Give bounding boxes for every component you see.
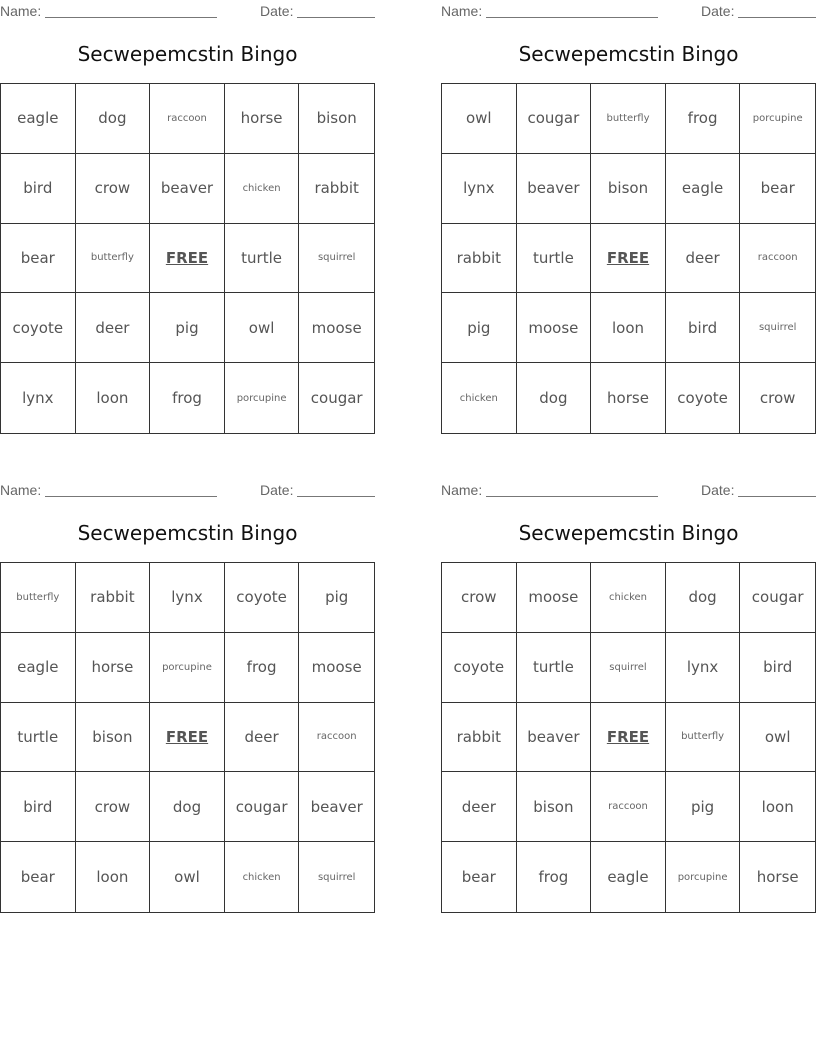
bingo-cell: bird	[1, 154, 76, 224]
name-date-row	[441, 0, 816, 22]
free-space: FREE	[150, 703, 225, 773]
bingo-cell: raccoon	[299, 703, 374, 773]
bingo-cell: turtle	[517, 224, 592, 294]
bingo-grid	[0, 83, 375, 434]
bingo-cell: eagle	[1, 633, 76, 703]
name-label: Name:	[441, 482, 483, 498]
bingo-cell: squirrel	[591, 633, 666, 703]
bingo-cell: loon	[591, 293, 666, 363]
bingo-cell: chicken	[591, 563, 666, 633]
bingo-cell: owl	[740, 703, 815, 773]
bingo-cell: rabbit	[299, 154, 374, 224]
bingo-cell: dog	[666, 563, 741, 633]
free-space: FREE	[591, 703, 666, 773]
free-space: FREE	[150, 224, 225, 294]
bingo-cell: deer	[666, 224, 741, 294]
name-date-row	[0, 0, 375, 22]
bingo-cell: loon	[76, 842, 151, 912]
bingo-cell: crow	[442, 563, 517, 633]
name-date-row	[441, 479, 816, 501]
card-title: Secwepemcstin Bingo	[77, 521, 298, 545]
bingo-cell: coyote	[225, 563, 300, 633]
bingo-cell: lynx	[150, 563, 225, 633]
bingo-cell: lynx	[1, 363, 76, 433]
bingo-cell: horse	[225, 84, 300, 154]
date-line	[738, 17, 816, 18]
bingo-cell: loon	[76, 363, 151, 433]
bingo-cell: bear	[740, 154, 815, 224]
bingo-cell: beaver	[517, 703, 592, 773]
bingo-cell: raccoon	[591, 772, 666, 842]
name-label: Name:	[0, 3, 42, 19]
bingo-cell: crow	[76, 154, 151, 224]
bingo-cell: turtle	[1, 703, 76, 773]
bingo-cell: moose	[299, 633, 374, 703]
date-line	[297, 17, 375, 18]
bingo-cell: frog	[225, 633, 300, 703]
bingo-cell: cougar	[740, 563, 815, 633]
bingo-cell: coyote	[666, 363, 741, 433]
bingo-grid	[441, 83, 816, 434]
bingo-cell: pig	[299, 563, 374, 633]
bingo-cell: dog	[517, 363, 592, 433]
name-line	[45, 17, 217, 18]
bingo-cell: squirrel	[299, 224, 374, 294]
bingo-cell: frog	[666, 84, 741, 154]
bingo-cell: moose	[299, 293, 374, 363]
bingo-cell: coyote	[1, 293, 76, 363]
bingo-cell: owl	[150, 842, 225, 912]
bingo-cell: bison	[591, 154, 666, 224]
bingo-cell: beaver	[299, 772, 374, 842]
bingo-cell: bear	[442, 842, 517, 912]
bingo-cell: deer	[76, 293, 151, 363]
bingo-cell: porcupine	[740, 84, 815, 154]
bingo-cell: eagle	[666, 154, 741, 224]
bingo-grid	[0, 562, 375, 913]
bingo-cell: crow	[759, 389, 796, 408]
bingo-cell: pig	[442, 293, 517, 363]
bingo-cell: moose	[517, 563, 592, 633]
name-date-row	[0, 479, 375, 501]
bingo-cell: bison	[517, 772, 592, 842]
bingo-cell: owl	[442, 84, 517, 154]
date-line	[738, 496, 816, 497]
bingo-cell: porcupine	[225, 363, 300, 433]
bingo-cell: deer	[442, 772, 517, 842]
bingo-cell: bear	[1, 224, 76, 294]
bingo-cell: cougar	[517, 84, 592, 154]
card-title: Secwepemcstin Bingo	[518, 521, 739, 545]
bingo-cell: butterfly	[591, 84, 666, 154]
bingo-card	[0, 479, 375, 913]
bingo-cell: bird	[1, 772, 76, 842]
bingo-cell: dog	[76, 84, 151, 154]
name-line	[486, 17, 658, 18]
bingo-cell: rabbit	[76, 563, 151, 633]
bingo-cell: eagle	[591, 842, 666, 912]
bingo-cell: bison	[76, 703, 151, 773]
name-label: Name:	[0, 482, 42, 498]
bingo-cell: squirrel	[317, 871, 356, 883]
bingo-cell: bear	[1, 842, 76, 912]
card-title: Secwepemcstin Bingo	[518, 42, 739, 66]
bingo-cell: raccoon	[740, 224, 815, 294]
bingo-cell: bird	[740, 633, 815, 703]
bingo-cell: beaver	[517, 154, 592, 224]
bingo-cell: coyote	[442, 633, 517, 703]
date-label: Date:	[260, 3, 294, 19]
bingo-cell: rabbit	[442, 703, 517, 773]
date-label: Date:	[260, 482, 294, 498]
bingo-cell: lynx	[666, 633, 741, 703]
bingo-cell: chicken	[442, 363, 517, 433]
bingo-cell: frog	[517, 842, 592, 912]
bingo-card	[441, 479, 816, 913]
card-title: Secwepemcstin Bingo	[77, 42, 298, 66]
bingo-cell: chicken	[225, 842, 300, 912]
bingo-cell: bird	[666, 293, 741, 363]
bingo-cell: bison	[299, 84, 374, 154]
bingo-cell: dog	[150, 772, 225, 842]
bingo-cell: butterfly	[1, 563, 76, 633]
bingo-cell: porcupine	[150, 633, 225, 703]
bingo-card	[441, 0, 816, 434]
bingo-cell: horse	[591, 363, 666, 433]
bingo-grid	[441, 562, 816, 913]
bingo-cell: turtle	[517, 633, 592, 703]
bingo-cell: butterfly	[666, 703, 741, 773]
bingo-cell: butterfly	[76, 224, 151, 294]
bingo-cell: rabbit	[442, 224, 517, 294]
bingo-cell: squirrel	[740, 293, 815, 363]
bingo-cell: beaver	[150, 154, 225, 224]
bingo-cell: frog	[150, 363, 225, 433]
date-line	[297, 496, 375, 497]
bingo-cell: pig	[150, 293, 225, 363]
bingo-cell: cougar	[310, 389, 363, 408]
bingo-card	[0, 0, 375, 434]
name-line	[486, 496, 658, 497]
bingo-cell: loon	[740, 772, 815, 842]
bingo-cell: cougar	[225, 772, 300, 842]
bingo-cell: eagle	[1, 84, 76, 154]
date-label: Date:	[701, 3, 735, 19]
bingo-cell: deer	[225, 703, 300, 773]
bingo-cell: porcupine	[666, 842, 741, 912]
bingo-cell: raccoon	[150, 84, 225, 154]
free-space: FREE	[591, 224, 666, 294]
name-line	[45, 496, 217, 497]
bingo-cell: moose	[517, 293, 592, 363]
bingo-cell: turtle	[225, 224, 300, 294]
bingo-cell: lynx	[442, 154, 517, 224]
bingo-cell: pig	[666, 772, 741, 842]
name-label: Name:	[441, 3, 483, 19]
date-label: Date:	[701, 482, 735, 498]
bingo-cell: chicken	[225, 154, 300, 224]
bingo-cell: horse	[756, 868, 799, 887]
bingo-cell: crow	[76, 772, 151, 842]
bingo-cell: owl	[225, 293, 300, 363]
bingo-cell: horse	[76, 633, 151, 703]
